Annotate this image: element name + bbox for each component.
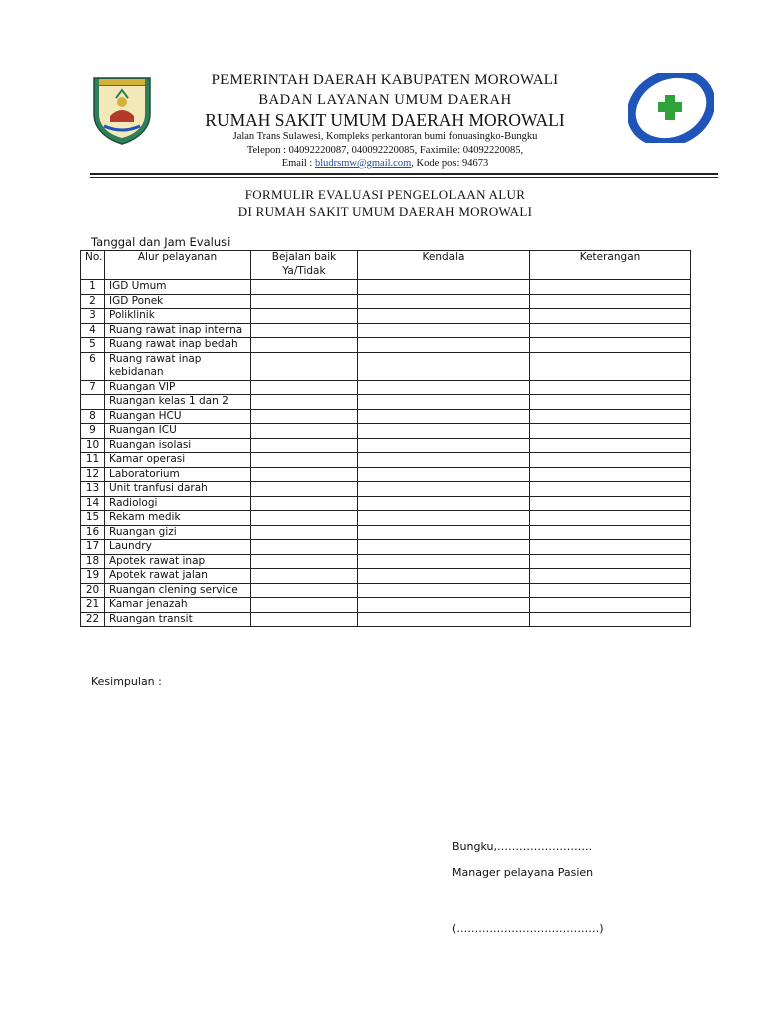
col-header-kendala: Kendala bbox=[358, 251, 530, 280]
email-link[interactable]: bludrsmw@gmail.com bbox=[314, 158, 412, 169]
hospital-cross-logo bbox=[628, 73, 714, 143]
service-name: Apotek rawat jalan bbox=[105, 569, 251, 584]
table-row bbox=[81, 395, 691, 410]
kendala-cell[interactable] bbox=[358, 424, 530, 439]
keterangan-cell[interactable] bbox=[530, 294, 691, 309]
table-row bbox=[81, 380, 691, 395]
service-name: Laboratorium bbox=[105, 467, 251, 482]
row-number: 22 bbox=[81, 612, 105, 627]
kendala-cell[interactable] bbox=[358, 612, 530, 627]
bejalan-cell[interactable] bbox=[251, 540, 358, 555]
table-row bbox=[81, 309, 691, 324]
bejalan-cell[interactable] bbox=[251, 467, 358, 482]
bejalan-cell[interactable] bbox=[251, 569, 358, 584]
header-divider bbox=[90, 173, 718, 175]
keterangan-cell[interactable] bbox=[530, 352, 691, 380]
table-row bbox=[81, 554, 691, 569]
signer-name-line: (…………………………………) bbox=[452, 922, 604, 935]
bejalan-cell[interactable] bbox=[251, 424, 358, 439]
kendala-cell[interactable] bbox=[358, 395, 530, 410]
keterangan-cell[interactable] bbox=[530, 323, 691, 338]
keterangan-cell[interactable] bbox=[530, 583, 691, 598]
row-number: 3 bbox=[81, 309, 105, 324]
service-name: Laundry bbox=[105, 540, 251, 555]
table-row bbox=[81, 569, 691, 584]
kendala-cell[interactable] bbox=[358, 569, 530, 584]
bejalan-cell[interactable] bbox=[251, 409, 358, 424]
keterangan-cell[interactable] bbox=[530, 424, 691, 439]
bejalan-cell[interactable] bbox=[251, 380, 358, 395]
kendala-cell[interactable] bbox=[358, 525, 530, 540]
row-number: 5 bbox=[81, 338, 105, 353]
kendala-cell[interactable] bbox=[358, 309, 530, 324]
evaluation-table bbox=[80, 250, 691, 627]
bejalan-cell[interactable] bbox=[251, 583, 358, 598]
bejalan-cell[interactable] bbox=[251, 438, 358, 453]
table-header-row bbox=[81, 251, 691, 280]
form-title-line2: DI RUMAH SAKIT UMUM DAERAH MOROWALI bbox=[237, 204, 533, 219]
bejalan-cell[interactable] bbox=[251, 309, 358, 324]
agency-name: BADAN LAYANAN UMUM DAERAH bbox=[258, 92, 512, 108]
row-number: 13 bbox=[81, 482, 105, 497]
col-header-keterangan: Keterangan bbox=[530, 251, 691, 280]
keterangan-cell[interactable] bbox=[530, 409, 691, 424]
bejalan-cell[interactable] bbox=[251, 612, 358, 627]
row-number: 14 bbox=[81, 496, 105, 511]
table-row bbox=[81, 294, 691, 309]
keterangan-cell[interactable] bbox=[530, 525, 691, 540]
keterangan-cell[interactable] bbox=[530, 395, 691, 410]
hospital-name: RUMAH SAKIT UMUM DAERAH MOROWALI bbox=[205, 110, 565, 130]
keterangan-cell[interactable] bbox=[530, 309, 691, 324]
service-name: Ruangan isolasi bbox=[105, 438, 251, 453]
header-divider-thin bbox=[90, 177, 718, 178]
keterangan-cell[interactable] bbox=[530, 569, 691, 584]
keterangan-cell[interactable] bbox=[530, 438, 691, 453]
service-name: Apotek rawat inap bbox=[105, 554, 251, 569]
keterangan-cell[interactable] bbox=[530, 598, 691, 613]
kendala-cell[interactable] bbox=[358, 409, 530, 424]
service-name: Kamar jenazah bbox=[105, 598, 251, 613]
keterangan-cell[interactable] bbox=[530, 511, 691, 526]
hospital-phone: Telepon : 04092220087, 040092220085, Faximile: 04092220085, bbox=[246, 145, 524, 156]
service-name: Ruangan kelas 1 dan 2 bbox=[105, 395, 251, 410]
kendala-cell[interactable] bbox=[358, 323, 530, 338]
kendala-cell[interactable] bbox=[358, 453, 530, 468]
kendala-cell[interactable] bbox=[358, 511, 530, 526]
table-row bbox=[81, 612, 691, 627]
keterangan-cell[interactable] bbox=[530, 496, 691, 511]
kendala-cell[interactable] bbox=[358, 438, 530, 453]
bejalan-cell[interactable] bbox=[251, 338, 358, 353]
keterangan-cell[interactable] bbox=[530, 280, 691, 295]
service-name: Ruang rawat inap bedah bbox=[105, 338, 251, 353]
table-row bbox=[81, 280, 691, 295]
regency-emblem-logo bbox=[90, 74, 154, 146]
keterangan-cell[interactable] bbox=[530, 467, 691, 482]
bejalan-cell[interactable] bbox=[251, 352, 358, 380]
row-number: 4 bbox=[81, 323, 105, 338]
kendala-cell[interactable] bbox=[358, 482, 530, 497]
row-number: 21 bbox=[81, 598, 105, 613]
postal-code: , Kode pos: 94673 bbox=[411, 158, 489, 169]
table-row bbox=[81, 453, 691, 468]
table-row bbox=[81, 525, 691, 540]
row-number: 2 bbox=[81, 294, 105, 309]
service-name: Kamar operasi bbox=[105, 453, 251, 468]
kendala-cell[interactable] bbox=[358, 583, 530, 598]
bejalan-cell[interactable] bbox=[251, 482, 358, 497]
bejalan-cell[interactable] bbox=[251, 525, 358, 540]
service-name: IGD Ponek bbox=[105, 294, 251, 309]
service-name: Unit tranfusi darah bbox=[105, 482, 251, 497]
government-name: PEMERINTAH DAERAH KABUPATEN MOROWALI bbox=[211, 72, 559, 88]
kendala-cell[interactable] bbox=[358, 554, 530, 569]
conclusion-label: Kesimpulan : bbox=[91, 675, 162, 688]
row-number: 17 bbox=[81, 540, 105, 555]
table-row bbox=[81, 540, 691, 555]
keterangan-cell[interactable] bbox=[530, 612, 691, 627]
kendala-cell[interactable] bbox=[358, 496, 530, 511]
row-number: 6 bbox=[81, 352, 105, 380]
service-name: Ruangan ICU bbox=[105, 424, 251, 439]
service-name: Radiologi bbox=[105, 496, 251, 511]
evaluation-date-label: Tanggal dan Jam Evalusi bbox=[91, 235, 231, 249]
kendala-cell[interactable] bbox=[358, 280, 530, 295]
table-row bbox=[81, 323, 691, 338]
service-name: IGD Umum bbox=[105, 280, 251, 295]
row-number: 20 bbox=[81, 583, 105, 598]
table-row bbox=[81, 496, 691, 511]
bejalan-cell[interactable] bbox=[251, 511, 358, 526]
row-number: 16 bbox=[81, 525, 105, 540]
keterangan-cell[interactable] bbox=[530, 482, 691, 497]
row-number: 8 bbox=[81, 409, 105, 424]
hospital-address: Jalan Trans Sulawesi, Kompleks perkantoran bumi fonuasingko-Bungku bbox=[232, 131, 538, 142]
table-row bbox=[81, 583, 691, 598]
col-header-alur: Alur pelayanan bbox=[105, 251, 251, 280]
service-name: Ruang rawat inap kebidanan bbox=[105, 352, 251, 380]
kendala-cell[interactable] bbox=[358, 338, 530, 353]
table-row bbox=[81, 338, 691, 353]
service-name: Poliklinik bbox=[105, 309, 251, 324]
row-number bbox=[81, 395, 105, 410]
bejalan-cell[interactable] bbox=[251, 554, 358, 569]
keterangan-cell[interactable] bbox=[530, 338, 691, 353]
row-number: 11 bbox=[81, 453, 105, 468]
email-line bbox=[150, 158, 620, 169]
row-number: 9 bbox=[81, 424, 105, 439]
keterangan-cell[interactable] bbox=[530, 554, 691, 569]
bejalan-cell[interactable] bbox=[251, 280, 358, 295]
signature-place-date: Bungku,…………………….. bbox=[452, 840, 592, 853]
service-name: Ruangan HCU bbox=[105, 409, 251, 424]
row-number: 19 bbox=[81, 569, 105, 584]
table-row bbox=[81, 409, 691, 424]
table-row bbox=[81, 467, 691, 482]
bejalan-cell[interactable] bbox=[251, 395, 358, 410]
row-number: 10 bbox=[81, 438, 105, 453]
row-number: 12 bbox=[81, 467, 105, 482]
kendala-cell[interactable] bbox=[358, 598, 530, 613]
table-row bbox=[81, 424, 691, 439]
bejalan-cell[interactable] bbox=[251, 496, 358, 511]
service-name: Ruangan VIP bbox=[105, 380, 251, 395]
keterangan-cell[interactable] bbox=[530, 540, 691, 555]
service-name: Ruangan clening service bbox=[105, 583, 251, 598]
kendala-cell[interactable] bbox=[358, 380, 530, 395]
table-row bbox=[81, 598, 691, 613]
row-number: 15 bbox=[81, 511, 105, 526]
table-row bbox=[81, 482, 691, 497]
bejalan-cell[interactable] bbox=[251, 294, 358, 309]
col-header-bejalan: Bejalan baik Ya/Tidak bbox=[251, 251, 358, 280]
kendala-cell[interactable] bbox=[358, 294, 530, 309]
table-row bbox=[81, 352, 691, 380]
keterangan-cell[interactable] bbox=[530, 380, 691, 395]
service-name: Rekam medik bbox=[105, 511, 251, 526]
bejalan-cell[interactable] bbox=[251, 598, 358, 613]
service-name: Ruangan transit bbox=[105, 612, 251, 627]
service-name: Ruangan gizi bbox=[105, 525, 251, 540]
keterangan-cell[interactable] bbox=[530, 453, 691, 468]
signer-title: Manager pelayana Pasien bbox=[452, 866, 594, 879]
email-prefix: Email : bbox=[281, 158, 315, 169]
col-header-no: No. bbox=[81, 251, 105, 280]
kendala-cell[interactable] bbox=[358, 352, 530, 380]
kendala-cell[interactable] bbox=[358, 540, 530, 555]
service-name: Ruang rawat inap interna bbox=[105, 323, 251, 338]
bejalan-cell[interactable] bbox=[251, 323, 358, 338]
form-title-line1: FORMULIR EVALUASI PENGELOLAAN ALUR bbox=[244, 187, 526, 202]
row-number: 1 bbox=[81, 280, 105, 295]
bejalan-cell[interactable] bbox=[251, 453, 358, 468]
table-row bbox=[81, 438, 691, 453]
row-number: 18 bbox=[81, 554, 105, 569]
kendala-cell[interactable] bbox=[358, 467, 530, 482]
table-row bbox=[81, 511, 691, 526]
row-number: 7 bbox=[81, 380, 105, 395]
